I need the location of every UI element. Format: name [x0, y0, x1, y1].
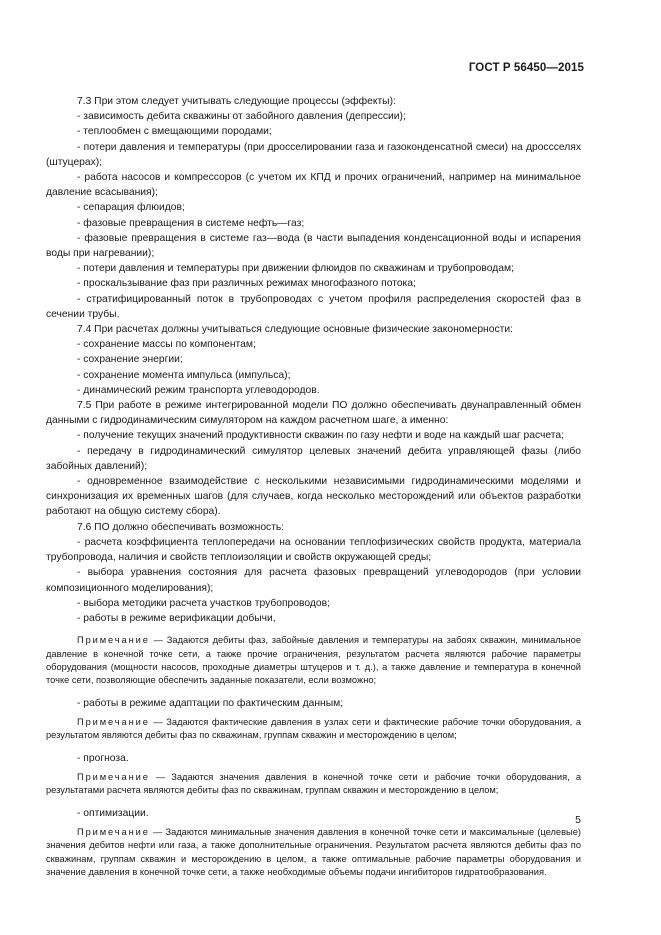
list-item: - работы в режиме адаптации по фактическим данным; [77, 697, 344, 709]
list-item: - работы в режиме верификации добычи, [77, 612, 276, 624]
list-item: - потери давления и температуры при движении флюидов по скважинам и трубопроводам; [77, 263, 514, 275]
document-code: ГОСТ Р 56450—2015 [468, 62, 584, 74]
list-item: - выбора методики расчета участков трубопроводов; [77, 597, 330, 609]
list-item: - работа насосов и компрессоров (с учетом их КПД и прочих ограничений, например на минимальное давление всасывания); [46, 172, 581, 199]
list-item: - проскальзывание фаз при различных режимах многофазного потока; [77, 278, 416, 290]
list-item: - прогноза. [77, 752, 129, 764]
list-item: - получение текущих значений продуктивности скважин по газу нефти и воде на каждый шаг расчета; [77, 430, 564, 442]
list-item: - одновременное взаимодействие с несколькими независимыми гидродинамическими моделями и синхронизация их временных шагов (для случаев, когда несколько месторождений или объектов разработки работают на общую систему сбора). [46, 476, 581, 518]
note-text: — Задаются минимальные значения давления в конечной точке сети и максимальные (целевые) значения дебитов нефти или газа, а также дополнительные ограничения. Результатом расчета являются дебиты фаз по скважинам, группам скважин и месторождению в целом, а также оптимальные рабочие параметры оборудования и значение давления в конечной точке сети, а также необходимые объемы подачи ингибиторов гидратообразования. [46, 826, 581, 878]
note-label: Примечание [77, 716, 150, 727]
list-item: - оптимизации. [77, 807, 149, 819]
note [46, 634, 581, 688]
list-item: - потери давления и температуры (при дросселировании газа и газоконденсатной смеси) на дроссселях (штуцерах); [46, 141, 581, 168]
note-label: Примечание [77, 635, 150, 646]
list-item: - передачу в гидродинамический симулятор целевых значений дебита управляющей фазы (либо забойных давлений); [46, 445, 581, 472]
note-text: — Задаются дебиты фаз, забойные давления и температуры на забоях скважин, минимальное давление в конечной точке сети, а также прочие ограничения, результатом расчета являются рабочие параметры оборудования (мощности насосов, проходные диаметры штуцеров и т. д.), а также давление и температура в конечной точке сети, позволяющие обеспечить заданные показатели, если возможно; [46, 635, 581, 686]
note [46, 716, 581, 743]
list-item: - сепарация флюидов; [77, 202, 185, 214]
list-item: - расчета коэффициента теплопередачи на основании теплофизических свойств продукта, материала трубопровода, наличия и свойств теплоизоляции и свойств окружающей среды; [46, 536, 581, 564]
page-content [46, 94, 581, 880]
note [46, 826, 581, 880]
list-item: - теплообмен с вмещающими породами; [77, 126, 272, 138]
note [46, 771, 581, 798]
paragraph: 7.6 ПО должно обеспечивать возможность: [77, 521, 285, 533]
note-text: — Задаются фактические давления в узлах сети и фактические рабочие точки оборудования, а результатом являются дебиты фаз по скважинам, группам скважин и месторождению в целом; [46, 716, 581, 741]
paragraph: 7.3 При этом следует учитывать следующие процессы (эффекты): [77, 96, 396, 107]
list-item: - зависимость дебита скважины от забойного давления (депрессии); [77, 111, 406, 123]
note-label: Примечание [77, 771, 150, 782]
list-item: - сохранение энергии; [77, 354, 183, 366]
list-item: - сохранение массы по компонентам; [77, 339, 256, 351]
list-item: - фазовые превращения в системе газ—вода (в части выпадения конденсационной воды и испарения воды при нагревании); [46, 232, 581, 260]
paragraph: 7.4 При расчетах должны учитываться следующие основные физические закономерности: [77, 324, 513, 336]
list-item: - выбора уравнения состояния для расчета фазовых превращений углеводородов (при условии композиционного моделирования); [46, 567, 581, 594]
list-item: - сохранение момента импульса (импульса); [77, 369, 291, 381]
page-number: 5 [575, 814, 581, 826]
list-item: - фазовые превращения в системе нефть—газ; [77, 217, 305, 229]
paragraph: 7.5 При работе в режиме интегрированной модели ПО должно обеспечивать двунаправленный обмен данными с гидродинамическим симулятором на каждом расчетном шаге, а именно: [46, 400, 581, 427]
note-text: — Задаются значения давления в конечной точке сети и рабочие точки оборудования, а результатами расчета являются дебиты фаз по скважинам, группам скважин и месторождению в целом; [46, 771, 581, 796]
note-label: Примечание [77, 826, 150, 837]
list-item: - динамический режим транспорта углеводородов. [77, 384, 320, 396]
list-item: - стратифицированный поток в трубопроводах с учетом профиля распределения скоростей фаз в сечении трубы. [46, 293, 581, 320]
